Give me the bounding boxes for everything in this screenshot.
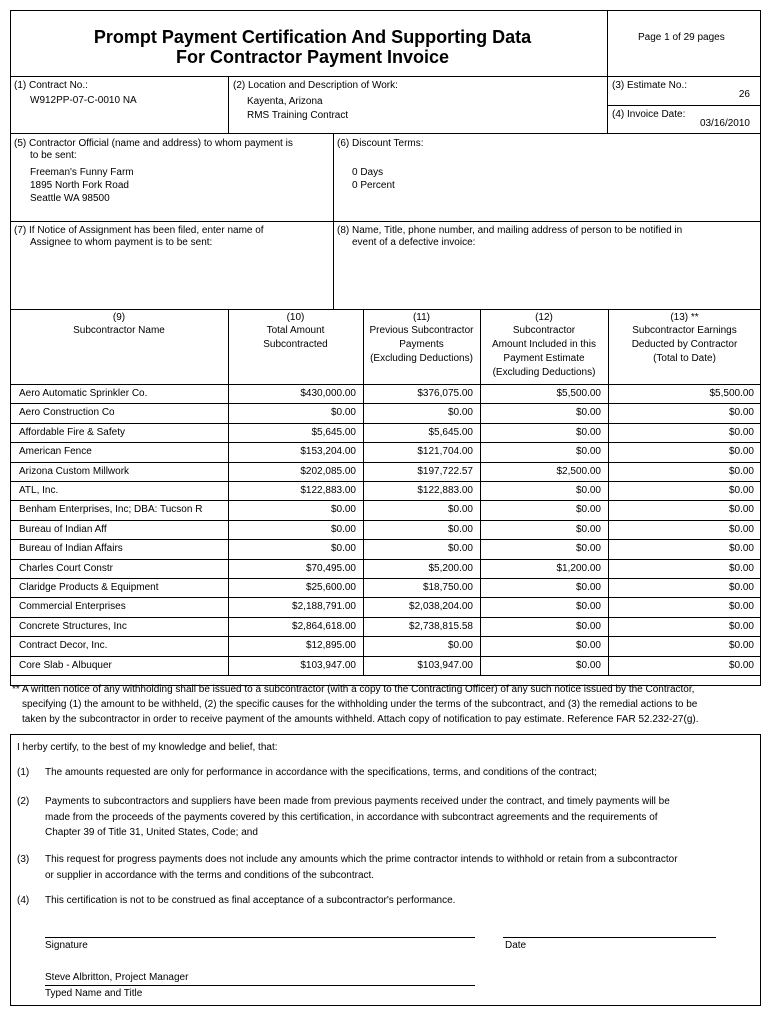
amount-cell: $0.00 [447, 504, 473, 516]
amount-cell: $0.00 [447, 523, 473, 535]
notify-label-cont: event of a defective invoice: [352, 237, 476, 248]
amount-cell: $0.00 [330, 543, 356, 555]
amount-cell: $18,750.00 [422, 582, 473, 593]
typed-name: Steve Albritton, Project Manager [45, 972, 189, 983]
amount-cell: $0.00 [575, 523, 601, 535]
column-rule [228, 309, 229, 675]
contract-label: (1) Contract No.: [14, 80, 88, 91]
form-title-line1: Prompt Payment Certification And Supporting Data [93, 27, 532, 47]
subcontractor-name: Aero Automatic Sprinkler Co. [19, 388, 148, 399]
amount-cell: $5,645.00 [428, 426, 473, 438]
location-line2: RMS Training Contract [247, 110, 349, 121]
column-header-text: (Excluding Deductions) [492, 367, 596, 378]
amount-cell: $5,500.00 [556, 388, 601, 399]
column-header-text: (Total to Date) [653, 353, 716, 364]
column-rule [480, 309, 481, 675]
amount-cell: $2,038,204.00 [409, 601, 473, 613]
amount-cell: $103,947.00 [417, 659, 473, 671]
column-header-text: Total Amount [266, 325, 325, 336]
row-divider [10, 617, 761, 618]
cert-item-text: or supplier in accordance with the terms and conditions of the subcontract. [45, 869, 375, 881]
subcontractor-name: Contract Decor, Inc. [19, 640, 108, 652]
amount-cell: $0.00 [330, 504, 356, 516]
subcontractor-name: Core Slab - Albuquer [19, 659, 112, 671]
amount-cell: $5,645.00 [311, 426, 356, 438]
column-number: (13) ** [670, 312, 699, 323]
row-divider [10, 500, 761, 501]
row-divider [10, 597, 761, 598]
amount-cell: $103,947.00 [300, 659, 356, 671]
estimate-number: 26 [738, 89, 750, 100]
subcontractor-name: Bureau of Indian Affairs [19, 543, 123, 555]
estimate-label: (3) Estimate No.: [612, 80, 688, 91]
subcontractor-name: ATL, Inc. [19, 485, 59, 496]
certification-intro: I herby certify, to the best of my knowledge and belief, that: [17, 742, 278, 753]
subcontractor-name: Arizona Custom Millwork [19, 465, 130, 477]
amount-cell: $202,085.00 [300, 465, 356, 477]
amount-cell: $0.00 [728, 582, 754, 593]
amount-cell: $0.00 [728, 426, 754, 438]
amount-cell: $0.00 [728, 523, 754, 535]
cert-item-text: The amounts requested are only for performance in accordance with the specifications, terms, and conditions of the contract; [45, 767, 597, 778]
amount-cell: $0.00 [575, 446, 601, 458]
location-label: (2) Location and Description of Work: [233, 80, 398, 91]
page-info: Page 1 of 29 pages [638, 32, 725, 43]
discount-label: (6) Discount Terms: [337, 138, 424, 149]
column-header-text: Amount Included in this [492, 339, 596, 350]
contractor-name: Freeman's Funny Farm [30, 167, 134, 178]
contractor-address1: 1895 North Fork Road [30, 180, 129, 191]
cert-item-number: (1) [17, 767, 30, 778]
location-line1: Kayenta, Arizona [247, 96, 323, 107]
divider [10, 221, 761, 222]
column-header-text: Deducted by Contractor [631, 339, 738, 350]
cert-item-text: made from the proceeds of the payments covered by this certification, in accordance with subcontract agreements and the requirements of [45, 811, 658, 823]
invoice-date-label: (4) Invoice Date: [612, 109, 686, 120]
amount-cell: $2,500.00 [556, 465, 601, 477]
column-header-text: Subcontracted [263, 339, 328, 350]
divider [228, 76, 229, 133]
row-divider [10, 462, 761, 463]
invoice-date: 03/16/2010 [699, 118, 750, 129]
amount-cell: $0.00 [728, 407, 754, 419]
signature-label: Signature [45, 940, 88, 951]
amount-cell: $0.00 [575, 407, 601, 419]
cert-item-number: (2) [17, 796, 30, 807]
cert-item-number: (3) [17, 854, 30, 865]
amount-cell: $0.00 [575, 485, 601, 496]
amount-cell: $25,600.00 [305, 582, 356, 593]
signature-line [45, 937, 475, 938]
amount-cell: $0.00 [728, 620, 754, 632]
column-number: (10) [286, 312, 305, 323]
column-header-text: Subcontractor [512, 325, 576, 336]
amount-cell: $0.00 [728, 601, 754, 613]
amount-cell: $70,495.00 [305, 562, 356, 574]
amount-cell: $2,188,791.00 [292, 601, 356, 613]
divider [10, 384, 761, 385]
cert-item-text: Payments to subcontractors and suppliers have been made from previous payments received under the contract, and timely payments will be [45, 796, 670, 807]
amount-cell: $376,075.00 [417, 388, 473, 399]
row-divider [10, 656, 761, 657]
amount-cell: $122,883.00 [417, 485, 473, 496]
cert-item-number: (4) [17, 895, 30, 906]
row-divider [10, 442, 761, 443]
row-divider [10, 423, 761, 424]
subcontractor-name: Charles Court Constr [19, 562, 113, 574]
amount-cell: $430,000.00 [300, 388, 356, 399]
date-line [503, 937, 716, 938]
subcontractor-name: Benham Enterprises, Inc; DBA: Tucson R [19, 504, 203, 516]
column-header-text: Subcontractor Name [73, 325, 165, 336]
column-number: (11) [412, 312, 431, 323]
amount-cell: $0.00 [728, 659, 754, 671]
column-header-text: Payment Estimate [503, 353, 585, 364]
amount-cell: $0.00 [575, 504, 601, 516]
subcontractor-name: Claridge Products & Equipment [19, 582, 159, 593]
amount-cell: $121,704.00 [417, 446, 473, 458]
footnote-line2: specifying (1) the amount to be withheld, (2) the specific causes for the withholding under the terms of the subcontract, and (3) the remedial actions to be [22, 699, 698, 710]
contract-number: W912PP-07-C-0010 NA [30, 95, 137, 106]
divider [10, 76, 761, 77]
amount-cell: $0.00 [728, 504, 754, 516]
subcontractor-name: Aero Construction Co [19, 407, 115, 419]
amount-cell: $0.00 [728, 640, 754, 652]
cert-item-text: This request for progress payments does not include any amounts which the prime contractor intends to withhold or retain from a subcontractor [45, 854, 678, 865]
cert-item-text: Chapter 39 of Title 31, United States, Code; and [45, 827, 258, 838]
subcontractor-name: Concrete Structures, Inc [19, 620, 127, 632]
assignment-label-cont: Assignee to whom payment is to be sent: [30, 237, 213, 248]
amount-cell: $0.00 [575, 640, 601, 652]
amount-cell: $0.00 [575, 543, 601, 555]
column-header-text: (Excluding Deductions) [370, 353, 473, 364]
subcontractor-name: Bureau of Indian Aff [19, 523, 107, 535]
amount-cell: $0.00 [447, 640, 473, 652]
amount-cell: $0.00 [330, 523, 356, 535]
column-rule [363, 309, 364, 675]
cert-item-text: This certification is not to be construed as final acceptance of a subcontractor's performance. [45, 895, 456, 906]
column-rule [608, 309, 609, 675]
contractor-official-label: (5) Contractor Official (name and address) to whom payment is [14, 138, 293, 149]
amount-cell: $0.00 [575, 426, 601, 438]
notify-label: (8) Name, Title, phone number, and mailing address of person to be notified in [337, 225, 683, 236]
amount-cell: $122,883.00 [300, 485, 356, 496]
amount-cell: $0.00 [330, 407, 356, 419]
divider [10, 309, 761, 310]
footnote-line1: ** A written notice of any withholding shall be issued to a subcontractor (with a copy to the Contracting Officer) of any such notice issued by the Contractor, [12, 684, 695, 695]
column-number: (9) [112, 312, 126, 323]
amount-cell: $197,722.57 [417, 465, 473, 477]
divider [607, 105, 761, 106]
subcontractor-name: Commercial Enterprises [19, 601, 126, 613]
column-number: (12) [535, 312, 553, 323]
row-divider [10, 520, 761, 521]
typed-name-label: Typed Name and Title [45, 988, 143, 999]
amount-cell: $0.00 [728, 465, 754, 477]
footnote-line3: taken by the subcontractor in order to receive payment of the amounts withheld. Attach copy of notification to pay estimate. Reference FAR 52.232-27(g). [22, 714, 699, 725]
subcontractor-name: Affordable Fire & Safety [19, 426, 125, 438]
amount-cell: $2,738,815.58 [409, 620, 473, 632]
amount-cell: $0.00 [575, 582, 601, 593]
amount-cell: $0.00 [575, 620, 601, 632]
divider [10, 133, 761, 134]
amount-cell: $2,864,618.00 [292, 620, 356, 632]
amount-cell: $0.00 [728, 485, 754, 496]
row-divider [10, 578, 761, 579]
row-divider [10, 539, 761, 540]
discount-days: 0 Days [352, 167, 384, 178]
amount-cell: $0.00 [728, 562, 754, 574]
amount-cell: $12,895.00 [305, 640, 356, 652]
column-header-text: Subcontractor Earnings [632, 325, 737, 336]
row-divider [10, 559, 761, 560]
row-divider [10, 403, 761, 404]
contractor-official-label-cont: to be sent: [30, 150, 77, 161]
amount-cell: $5,200.00 [428, 562, 473, 574]
row-divider [10, 675, 761, 676]
column-header-text: Payments [399, 339, 444, 350]
assignment-label: (7) If Notice of Assignment has been filed, enter name of [14, 225, 264, 236]
amount-cell: $5,500.00 [709, 388, 754, 399]
subcontractor-name: American Fence [19, 446, 92, 458]
form-title-line2: For Contractor Payment Invoice [175, 47, 450, 67]
amount-cell: $1,200.00 [556, 562, 601, 574]
divider [607, 10, 608, 76]
row-divider [10, 481, 761, 482]
amount-cell: $0.00 [447, 407, 473, 419]
amount-cell: $0.00 [575, 601, 601, 613]
discount-percent: 0 Percent [352, 180, 395, 191]
amount-cell: $0.00 [728, 446, 754, 458]
amount-cell: $0.00 [575, 659, 601, 671]
date-label: Date [505, 940, 527, 951]
amount-cell: $0.00 [728, 543, 754, 555]
row-divider [10, 636, 761, 637]
amount-cell: $0.00 [447, 543, 473, 555]
contractor-address2: Seattle WA 98500 [30, 193, 110, 204]
amount-cell: $153,204.00 [300, 446, 356, 458]
column-header-text: Previous Subcontractor [369, 325, 474, 336]
